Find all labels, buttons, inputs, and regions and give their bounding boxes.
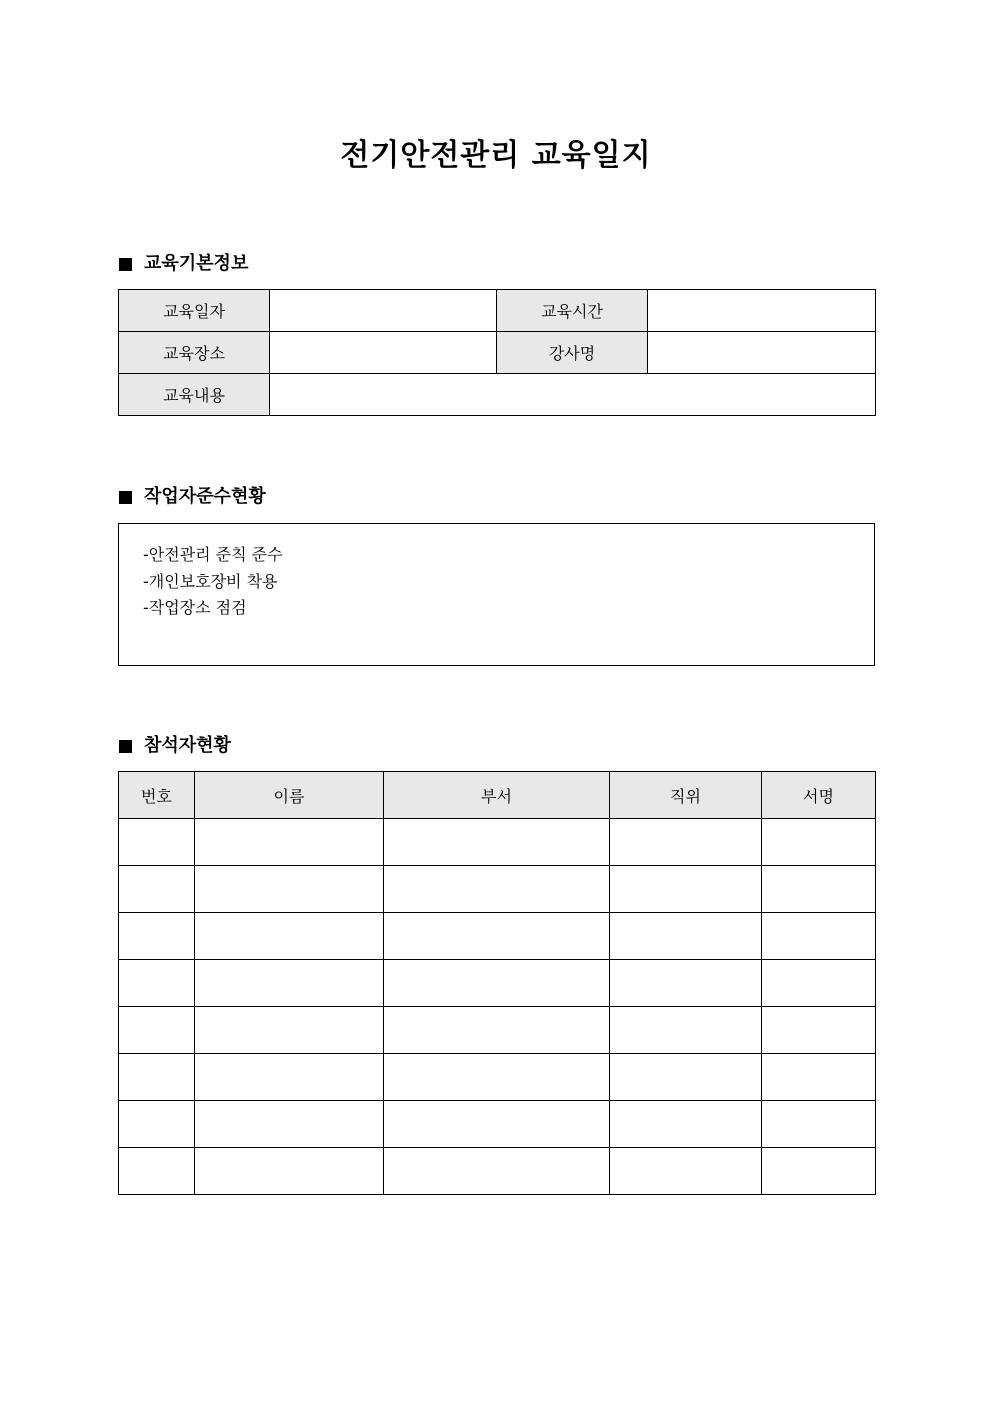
- info-row-date-time: [119, 290, 876, 332]
- section-heading-label: 교육기본정보: [144, 253, 249, 274]
- signature-cell[interactable]: [762, 1007, 876, 1054]
- column-header-signature: 서명: [762, 772, 876, 819]
- section-heading-label: 참석자현황: [144, 735, 231, 756]
- signature-cell[interactable]: [762, 1148, 876, 1195]
- position-cell[interactable]: [610, 1101, 762, 1148]
- info-row-place-instructor: [119, 332, 876, 374]
- date-value-cell[interactable]: [270, 290, 497, 332]
- table-row: [119, 1148, 876, 1195]
- department-cell[interactable]: [384, 1007, 610, 1054]
- number-cell[interactable]: [119, 1054, 195, 1101]
- department-cell[interactable]: [384, 1101, 610, 1148]
- department-cell[interactable]: [384, 866, 610, 913]
- time-label: 교육시간: [497, 290, 648, 332]
- column-header-department: 부서: [384, 772, 610, 819]
- number-cell[interactable]: [119, 913, 195, 960]
- position-cell[interactable]: [610, 960, 762, 1007]
- instructor-label: 강사명: [497, 332, 648, 374]
- name-cell[interactable]: [195, 1101, 384, 1148]
- column-header-number: 번호: [119, 772, 195, 819]
- signature-cell[interactable]: [762, 819, 876, 866]
- section-heading-compliance: [119, 485, 266, 509]
- table-row: [119, 1101, 876, 1148]
- position-cell[interactable]: [610, 1148, 762, 1195]
- section-heading-basic-info: [119, 252, 248, 276]
- compliance-item: -작업장소 점검: [143, 598, 247, 617]
- document-title: 전기안전관리 교육일지: [340, 138, 652, 173]
- position-cell[interactable]: [610, 1007, 762, 1054]
- number-cell[interactable]: [119, 960, 195, 1007]
- basic-info-table: [118, 289, 876, 416]
- compliance-item: -개인보호장비 착용: [143, 571, 278, 591]
- name-cell[interactable]: [195, 960, 384, 1007]
- signature-cell[interactable]: [762, 960, 876, 1007]
- number-cell[interactable]: [119, 866, 195, 913]
- compliance-item: -안전관리 준칙 준수: [143, 545, 283, 564]
- signature-cell[interactable]: [762, 866, 876, 913]
- table-row: [119, 913, 876, 960]
- department-cell[interactable]: [384, 913, 610, 960]
- info-row-content: [119, 374, 876, 416]
- signature-cell[interactable]: [762, 913, 876, 960]
- content-label: 교육내용: [119, 374, 270, 416]
- name-cell[interactable]: [195, 913, 384, 960]
- table-row: [119, 1007, 876, 1054]
- square-bullet-icon: [119, 491, 132, 504]
- date-label: 교육일자: [119, 290, 270, 332]
- position-cell[interactable]: [610, 819, 762, 866]
- position-cell[interactable]: [610, 1054, 762, 1101]
- name-cell[interactable]: [195, 1054, 384, 1101]
- signature-cell[interactable]: [762, 1101, 876, 1148]
- attendee-table: [118, 771, 876, 1195]
- number-cell[interactable]: [119, 1148, 195, 1195]
- content-value-cell[interactable]: [270, 374, 876, 416]
- table-row: [119, 1054, 876, 1101]
- table-row: [119, 960, 876, 1007]
- position-cell[interactable]: [610, 866, 762, 913]
- square-bullet-icon: [119, 258, 132, 271]
- square-bullet-icon: [119, 740, 132, 753]
- signature-cell[interactable]: [762, 1054, 876, 1101]
- compliance-box: [118, 523, 875, 666]
- position-cell[interactable]: [610, 913, 762, 960]
- department-cell[interactable]: [384, 1054, 610, 1101]
- instructor-value-cell[interactable]: [648, 332, 876, 374]
- number-cell[interactable]: [119, 1101, 195, 1148]
- attendee-header-row: [119, 772, 876, 819]
- table-row: [119, 819, 876, 866]
- time-value-cell[interactable]: [648, 290, 876, 332]
- place-value-cell[interactable]: [270, 332, 497, 374]
- compliance-list: [119, 524, 874, 622]
- name-cell[interactable]: [195, 1007, 384, 1054]
- place-label: 교육장소: [119, 332, 270, 374]
- column-header-position: 직위: [610, 772, 762, 819]
- department-cell[interactable]: [384, 819, 610, 866]
- section-heading-label: 작업자준수현황: [144, 486, 266, 507]
- name-cell[interactable]: [195, 819, 384, 866]
- name-cell[interactable]: [195, 866, 384, 913]
- number-cell[interactable]: [119, 1007, 195, 1054]
- department-cell[interactable]: [384, 960, 610, 1007]
- section-heading-attendees: [119, 734, 231, 758]
- name-cell[interactable]: [195, 1148, 384, 1195]
- number-cell[interactable]: [119, 819, 195, 866]
- column-header-name: 이름: [195, 772, 384, 819]
- department-cell[interactable]: [384, 1148, 610, 1195]
- table-row: [119, 866, 876, 913]
